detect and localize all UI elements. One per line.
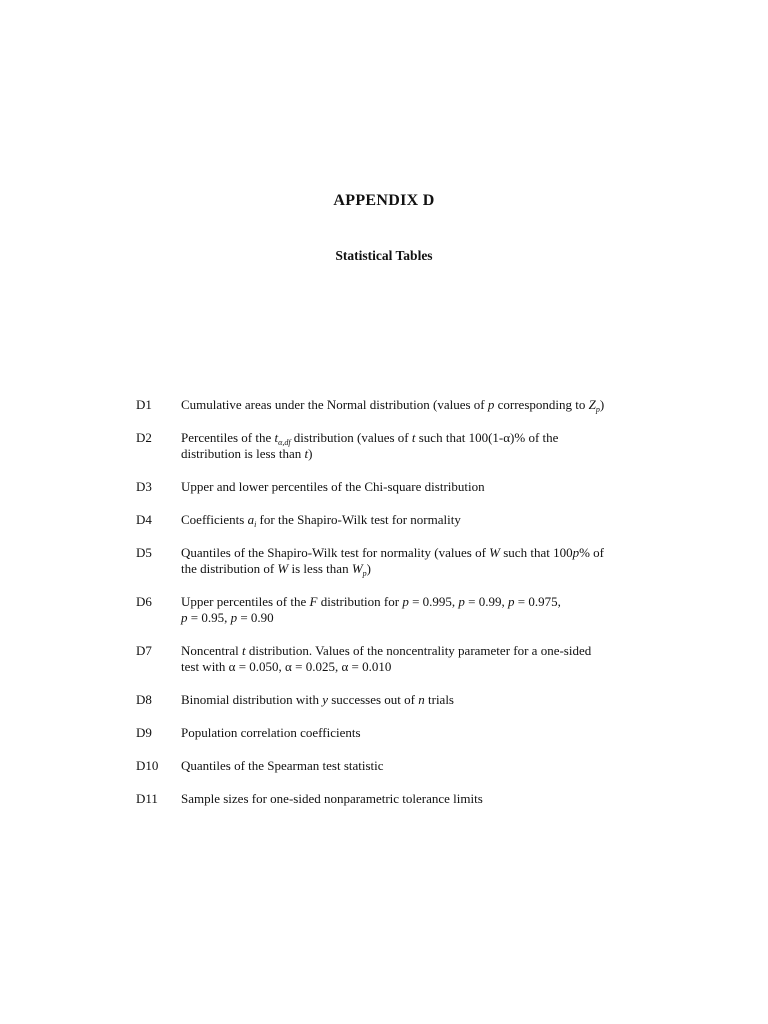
table-of-contents	[136, 397, 636, 824]
toc-entry-line	[181, 430, 631, 446]
text-segment: distribution for	[317, 594, 403, 609]
text-segment: distribution. Values of the noncentrality parameter for a one-sided	[245, 643, 592, 658]
page-subtitle: Statistical Tables	[335, 248, 433, 263]
toc-entry-description	[181, 430, 631, 462]
toc-entry	[136, 397, 636, 430]
toc-entry	[136, 758, 636, 791]
toc-entry-line	[181, 791, 631, 807]
toc-entry-id: D4	[136, 512, 152, 527]
text-segment: p	[487, 397, 495, 412]
toc-entry-description	[181, 791, 631, 807]
text-segment: t	[411, 430, 416, 445]
toc-entry-line	[181, 643, 631, 659]
text-segment: y	[322, 692, 328, 707]
toc-entry	[136, 545, 636, 594]
text-segment: W	[489, 545, 500, 560]
text-segment: p	[362, 569, 367, 578]
text-segment: Population correlation coefficients	[181, 725, 361, 740]
toc-entry-id: D3	[136, 479, 152, 494]
toc-entry-id: D1	[136, 397, 152, 412]
text-segment: F	[309, 594, 318, 609]
text-segment: p	[572, 545, 580, 560]
toc-entry-id: D5	[136, 545, 152, 560]
toc-entry-id: D11	[136, 791, 158, 806]
text-segment: Upper percentiles of the	[181, 594, 310, 609]
toc-entry-line	[181, 659, 631, 675]
text-segment: corresponding to	[494, 397, 589, 412]
toc-entry-line	[181, 725, 631, 741]
text-segment: is less than	[288, 561, 352, 576]
toc-entry-line	[181, 446, 631, 462]
text-segment: )	[599, 397, 605, 412]
toc-entry-description	[181, 397, 631, 413]
toc-entry-line	[181, 610, 631, 626]
text-segment: Z	[588, 397, 596, 412]
text-segment: = 0.95,	[187, 610, 231, 625]
text-segment: = 0.975,	[514, 594, 561, 609]
text-segment: a	[247, 512, 255, 527]
text-segment: = 0.99,	[464, 594, 509, 609]
text-segment: for the Shapiro-Wilk test for normality	[256, 512, 461, 527]
toc-entry-id: D9	[136, 725, 152, 740]
toc-entry	[136, 791, 636, 824]
text-segment: i	[254, 520, 257, 529]
toc-entry	[136, 479, 636, 512]
toc-entry-id: D6	[136, 594, 152, 609]
text-segment: α,df	[278, 438, 291, 447]
toc-entry-id: D7	[136, 643, 152, 658]
text-segment: p	[402, 594, 409, 609]
text-segment: the distribution of	[181, 561, 278, 576]
text-segment: Quantiles of the Shapiro-Wilk test for normality (values of	[181, 545, 490, 560]
text-segment: Coefficients	[181, 512, 248, 527]
toc-entry-description	[181, 479, 631, 495]
text-segment: distribution (values of	[290, 430, 412, 445]
toc-entry	[136, 692, 636, 725]
text-segment: = 0.995,	[408, 594, 459, 609]
toc-entry-description	[181, 594, 631, 626]
text-segment: distribution is less than	[181, 446, 305, 461]
toc-entry-line	[181, 479, 631, 495]
text-segment: W	[277, 561, 289, 576]
text-segment: Upper and lower percentiles of the Chi-square distribution	[181, 479, 485, 494]
toc-entry	[136, 512, 636, 545]
text-segment: n	[418, 692, 425, 707]
text-segment: = 0.90	[237, 610, 274, 625]
toc-entry-description	[181, 643, 631, 675]
toc-entry-line	[181, 594, 631, 610]
text-segment: such that 100	[500, 545, 573, 560]
text-segment: trials	[424, 692, 454, 707]
text-segment: Binomial distribution with	[181, 692, 323, 707]
text-segment: Percentiles of the	[181, 430, 275, 445]
text-segment: Sample sizes for one-sided nonparametric tolerance limits	[181, 791, 483, 806]
toc-entry-line	[181, 397, 631, 413]
text-segment: t	[274, 430, 279, 445]
toc-entry-line	[181, 758, 631, 774]
toc-entry-id: D8	[136, 692, 152, 707]
toc-entry-line	[181, 545, 631, 561]
text-segment: test with α = 0.050, α = 0.025, α = 0.010	[181, 659, 392, 674]
text-segment: % of	[579, 545, 604, 560]
toc-entry-line	[181, 512, 631, 528]
toc-entry-description	[181, 545, 631, 577]
toc-entry-description	[181, 692, 631, 708]
toc-entry-line	[181, 692, 631, 708]
toc-entry	[136, 430, 636, 479]
toc-entry-description	[181, 758, 631, 774]
toc-entry-description	[181, 725, 631, 741]
text-segment: p	[181, 610, 188, 625]
text-segment: p	[595, 405, 600, 414]
text-segment: Quantiles of the Spearman test statistic	[181, 758, 384, 773]
text-segment: W	[351, 561, 363, 576]
text-segment: )	[308, 446, 313, 461]
text-segment: )	[366, 561, 372, 576]
toc-entry-id: D2	[136, 430, 152, 445]
text-segment: p	[458, 594, 465, 609]
toc-entry	[136, 643, 636, 692]
toc-entry-description	[181, 512, 631, 528]
toc-entry	[136, 725, 636, 758]
text-segment: Cumulative areas under the Normal distribution (values of	[181, 397, 488, 412]
text-segment: t	[242, 643, 246, 658]
page-title: APPENDIX D	[333, 192, 435, 209]
toc-entry-line	[181, 561, 631, 577]
text-segment: successes out of	[327, 692, 419, 707]
text-segment: p	[508, 594, 515, 609]
text-segment: t	[304, 446, 309, 461]
text-segment: Noncentral	[181, 643, 243, 658]
toc-entry-id: D10	[136, 758, 159, 773]
text-segment: such that 100(1-α)% of the	[415, 430, 559, 445]
text-segment: p	[230, 610, 238, 625]
toc-entry	[136, 594, 636, 643]
